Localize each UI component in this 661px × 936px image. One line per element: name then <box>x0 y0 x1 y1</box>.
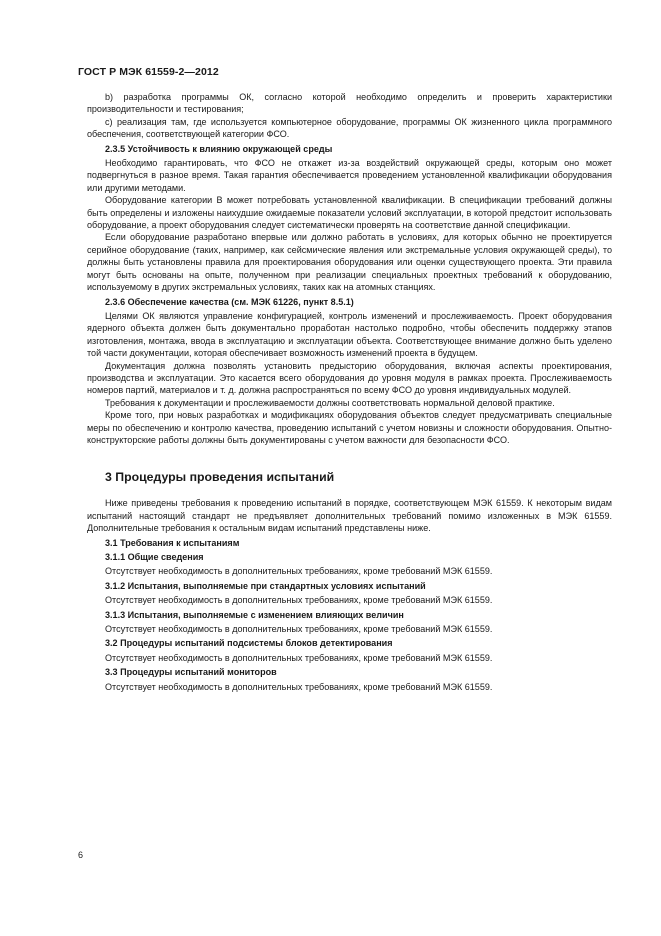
paragraph: Требования к документации и прослеживаемости должны соответствовать нормальной деловой практике. <box>105 397 555 408</box>
section-3-intro: Ниже приведены требования к проведению испытаний в порядке, соответствующем МЭК 61559. К некоторым видам испытаний настоящий стандарт не предъявляет дополнительных требований помимо изложенных в МЭК 61559. Дополнительные требования к остальным видам испытаний представлены ниже. <box>87 498 612 534</box>
heading-2-3-5: 2.3.5 Устойчивость к влиянию окружающей среды <box>105 143 333 154</box>
page-number: 6 <box>78 850 84 860</box>
paragraph: Отсутствует необходимость в дополнительных требованиях, кроме требований МЭК 61559. <box>105 566 493 577</box>
paragraph: Отсутствует необходимость в дополнительных требованиях, кроме требований МЭК 61559. <box>105 681 493 692</box>
paragraph: Отсутствует необходимость в дополнительных требованиях, кроме требований МЭК 61559. <box>105 595 493 606</box>
heading-3-1: 3.1 Требования к испытаниям <box>105 537 240 548</box>
paragraph: Отсутствует необходимость в дополнительных требованиях, кроме требований МЭК 61559. <box>105 652 493 663</box>
heading-3-3: 3.3 Процедуры испытаний мониторов <box>105 667 277 678</box>
section-3-heading: 3 Процедуры проведения испытаний <box>105 470 335 485</box>
document-header: ГОСТ Р МЭК 61559-2—2012 <box>78 66 219 78</box>
paragraph: Оборудование категории В может потребовать установленной квалификации. В спецификации требований должны быть определены и изложены наихудшие ожидаемые показатели условий эксплуатации, в которой предстоит использовать оборудование, а проект оборудования следует систематически проверять на соответствие данной спецификации. <box>87 195 612 231</box>
paragraph: Необходимо гарантировать, что ФСО не откажет из-за воздействий окружающей среды, которым оно может подвергнуться в разное время. Такая гарантия обеспечивается проведением установленной квалификации оборудования или другими методами. <box>87 158 612 193</box>
heading-3-1-1: 3.1.1 Общие сведения <box>105 552 204 562</box>
paragraph: Документация должна позволять установить предысторию оборудования, включая аспекты проектирования, производства и эксплуатации. Это касается всего оборудования до уровня модуля в рамках проекта. Прослеживаемость номеров партий, материалов и т. д. должна распространяться по всему ФСО до уровня индивидуальных модулей. <box>87 360 612 396</box>
paragraph: Кроме того, при новых разработках и модификациях оборудования объектов следует предусматривать специальные меры по обеспечению и контролю качества, проведению испытаний с учетом новизны и сложности оборудования. Опытно-конструкторские работы должны быть документированы с учетом важности для безопасности ФСО. <box>87 410 612 445</box>
list-item-b: b) разработка программы ОК, согласно которой необходимо определить и проверить характеристики производительности и тестирования; <box>87 92 612 115</box>
paragraph: Целями ОК являются управление конфигурацией, контроль изменений и прослеживаемость. Проект оборудования ядерного объекта должен быть документально проработан настолько подробно, чтобы обеспечить поддержку этапов изготовления, монтажа, ввода в эксплуатацию и эксплуатации объекта. Соответствующее внимание должно быть уделено той части документации, которая обеспечивает возможность изменений проекта в будущем. <box>87 310 612 359</box>
paragraph: Отсутствует необходимость в дополнительных требованиях, кроме требований МЭК 61559. <box>105 624 493 635</box>
heading-3-2: 3.2 Процедуры испытаний подсистемы блоков детектирования <box>105 638 393 649</box>
paragraph: Если оборудование разработано впервые или должно работать в условиях, для которых обычно не проектируется серийное оборудование (таких, например, как сейсмические явления или экстремальные условия окружающей среды), то должны быть установлены правила для проектирования оборудования или оценки существующего проекта. Эти правила могут быть основаны на опыте, полученном при реализации специальных проектных требований к оборудованию, используемому в других экстремальных условиях, таких как на атомных станциях. <box>87 232 612 293</box>
list-item-c: c) реализация там, где используется компьютерное оборудование, программы ОК жизненного цикла программного обеспечения, соответствующей категории ФСО. <box>87 116 612 140</box>
page-content <box>87 91 612 693</box>
heading-2-3-6: 2.3.6 Обеспечение качества (см. МЭК 61226, пункт 8.5.1) <box>105 296 354 307</box>
heading-3-1-3: 3.1.3 Испытания, выполняемые с изменением влияющих величин <box>105 609 404 620</box>
heading-3-1-2: 3.1.2 Испытания, выполняемые при стандартных условиях испытаний <box>105 580 426 591</box>
